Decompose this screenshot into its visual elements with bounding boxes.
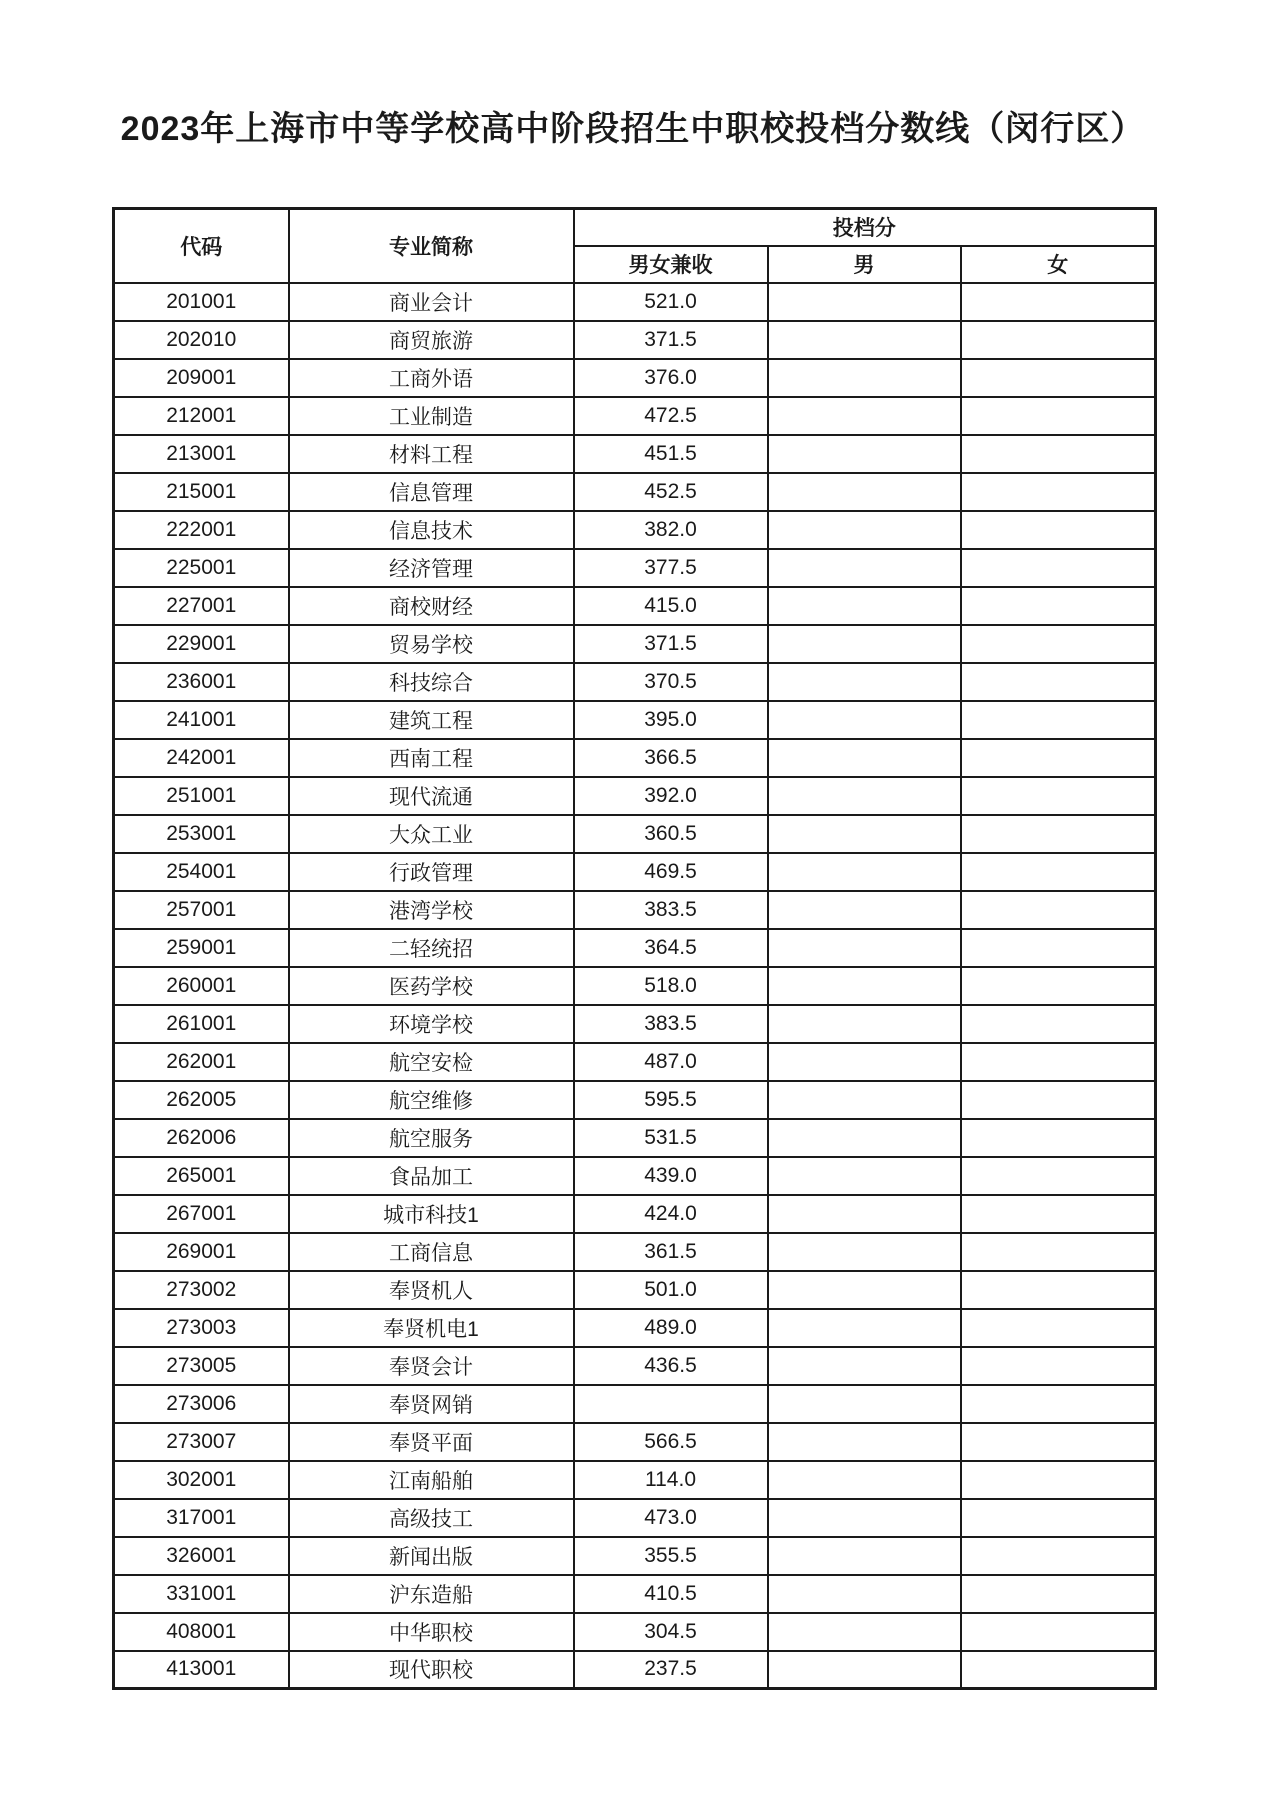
table-row (114, 1195, 1156, 1233)
cell-code: 253001 (114, 815, 289, 853)
table-row (114, 473, 1156, 511)
cell-major: 江南船舶 (289, 1461, 574, 1499)
table-row (114, 853, 1156, 891)
cell-coed: 489.0 (574, 1309, 768, 1347)
header-row-top (114, 209, 1156, 246)
cell-code: 213001 (114, 435, 289, 473)
table-row (114, 1233, 1156, 1271)
table-row (114, 1537, 1156, 1575)
cell-major: 信息技术 (289, 511, 574, 549)
cell-major: 材料工程 (289, 435, 574, 473)
cell-code: 201001 (114, 283, 289, 321)
cell-coed: 361.5 (574, 1233, 768, 1271)
cell-major: 环境学校 (289, 1005, 574, 1043)
cell-male (768, 1119, 961, 1157)
table-row (114, 321, 1156, 359)
header-female: 女 (961, 246, 1156, 283)
table-row (114, 1309, 1156, 1347)
cell-female (961, 967, 1156, 1005)
cell-coed: 472.5 (574, 397, 768, 435)
cell-coed: 410.5 (574, 1575, 768, 1613)
cell-major: 工商外语 (289, 359, 574, 397)
cell-major: 商业会计 (289, 283, 574, 321)
table-row (114, 435, 1156, 473)
cell-major: 奉贤平面 (289, 1423, 574, 1461)
cell-major: 奉贤会计 (289, 1347, 574, 1385)
cell-major: 现代流通 (289, 777, 574, 815)
cell-major: 奉贤网销 (289, 1385, 574, 1423)
cell-female (961, 1423, 1156, 1461)
cell-female (961, 1081, 1156, 1119)
cell-female (961, 1385, 1156, 1423)
cell-code: 222001 (114, 511, 289, 549)
table-row (114, 929, 1156, 967)
cell-male (768, 1537, 961, 1575)
cell-coed: 366.5 (574, 739, 768, 777)
header-male: 男 (768, 246, 961, 283)
cell-major: 信息管理 (289, 473, 574, 511)
table-row (114, 1271, 1156, 1309)
cell-major: 现代职校 (289, 1651, 574, 1689)
cell-coed (574, 1385, 768, 1423)
cell-male (768, 359, 961, 397)
cell-female (961, 473, 1156, 511)
cell-code: 317001 (114, 1499, 289, 1537)
cell-female (961, 1043, 1156, 1081)
cell-male (768, 815, 961, 853)
cell-male (768, 549, 961, 587)
table-body (114, 283, 1156, 1689)
table-row (114, 1157, 1156, 1195)
cell-coed: 360.5 (574, 815, 768, 853)
cell-major: 高级技工 (289, 1499, 574, 1537)
cell-female (961, 663, 1156, 701)
cell-code: 227001 (114, 587, 289, 625)
cell-coed: 364.5 (574, 929, 768, 967)
cell-major: 沪东造船 (289, 1575, 574, 1613)
cell-male (768, 739, 961, 777)
cell-female (961, 1233, 1156, 1271)
table-row (114, 511, 1156, 549)
cell-code: 269001 (114, 1233, 289, 1271)
cell-major: 商贸旅游 (289, 321, 574, 359)
cell-coed: 469.5 (574, 853, 768, 891)
cell-major: 工业制造 (289, 397, 574, 435)
cell-code: 273003 (114, 1309, 289, 1347)
cell-male (768, 663, 961, 701)
cell-male (768, 321, 961, 359)
cell-female (961, 1651, 1156, 1689)
cell-code: 229001 (114, 625, 289, 663)
cell-major: 医药学校 (289, 967, 574, 1005)
cell-male (768, 701, 961, 739)
cell-female (961, 1195, 1156, 1233)
cell-major: 奉贤机人 (289, 1271, 574, 1309)
score-table-container (112, 207, 1157, 1690)
cell-coed: 383.5 (574, 1005, 768, 1043)
cell-male (768, 1005, 961, 1043)
cell-male (768, 1271, 961, 1309)
cell-male (768, 967, 961, 1005)
cell-major: 航空安检 (289, 1043, 574, 1081)
cell-coed: 521.0 (574, 283, 768, 321)
cell-female (961, 815, 1156, 853)
cell-coed: 383.5 (574, 891, 768, 929)
cell-code: 413001 (114, 1651, 289, 1689)
cell-male (768, 853, 961, 891)
cell-male (768, 1233, 961, 1271)
cell-code: 215001 (114, 473, 289, 511)
cell-code: 302001 (114, 1461, 289, 1499)
cell-female (961, 1499, 1156, 1537)
cell-coed: 395.0 (574, 701, 768, 739)
table-row (114, 1081, 1156, 1119)
cell-male (768, 1157, 961, 1195)
cell-female (961, 1271, 1156, 1309)
cell-major: 科技综合 (289, 663, 574, 701)
cell-major: 工商信息 (289, 1233, 574, 1271)
table-row (114, 1043, 1156, 1081)
table-row (114, 1651, 1156, 1689)
cell-major: 经济管理 (289, 549, 574, 587)
table-row (114, 1119, 1156, 1157)
table-row (114, 663, 1156, 701)
cell-code: 262001 (114, 1043, 289, 1081)
cell-coed: 114.0 (574, 1461, 768, 1499)
cell-code: 260001 (114, 967, 289, 1005)
cell-coed: 392.0 (574, 777, 768, 815)
cell-female (961, 283, 1156, 321)
cell-female (961, 929, 1156, 967)
cell-major: 城市科技1 (289, 1195, 574, 1233)
cell-male (768, 625, 961, 663)
cell-coed: 370.5 (574, 663, 768, 701)
cell-coed: 473.0 (574, 1499, 768, 1537)
cell-code: 251001 (114, 777, 289, 815)
cell-male (768, 1461, 961, 1499)
table-row (114, 283, 1156, 321)
cell-male (768, 1385, 961, 1423)
cell-code: 273005 (114, 1347, 289, 1385)
cell-coed: 436.5 (574, 1347, 768, 1385)
cell-coed: 371.5 (574, 321, 768, 359)
table-row (114, 701, 1156, 739)
header-major: 专业简称 (289, 209, 574, 283)
table-row (114, 777, 1156, 815)
table-row (114, 397, 1156, 435)
cell-male (768, 397, 961, 435)
cell-code: 326001 (114, 1537, 289, 1575)
cell-female (961, 777, 1156, 815)
table-row (114, 587, 1156, 625)
cell-code: 273007 (114, 1423, 289, 1461)
cell-coed: 376.0 (574, 359, 768, 397)
cell-female (961, 739, 1156, 777)
cell-code: 209001 (114, 359, 289, 397)
table-row (114, 359, 1156, 397)
cell-coed: 355.5 (574, 1537, 768, 1575)
cell-code: 265001 (114, 1157, 289, 1195)
table-row (114, 1385, 1156, 1423)
cell-male (768, 283, 961, 321)
cell-male (768, 587, 961, 625)
table-row (114, 1613, 1156, 1651)
cell-female (961, 587, 1156, 625)
cell-code: 236001 (114, 663, 289, 701)
cell-major: 建筑工程 (289, 701, 574, 739)
cell-male (768, 1423, 961, 1461)
cell-coed: 304.5 (574, 1613, 768, 1651)
cell-male (768, 1613, 961, 1651)
table-row (114, 891, 1156, 929)
cell-major: 航空服务 (289, 1119, 574, 1157)
table-row (114, 1575, 1156, 1613)
table-row (114, 967, 1156, 1005)
cell-female (961, 1537, 1156, 1575)
cell-female (961, 1461, 1156, 1499)
cell-code: 225001 (114, 549, 289, 587)
cell-code: 212001 (114, 397, 289, 435)
cell-major: 西南工程 (289, 739, 574, 777)
cell-code: 262006 (114, 1119, 289, 1157)
cell-coed: 439.0 (574, 1157, 768, 1195)
cell-male (768, 435, 961, 473)
cell-code: 273002 (114, 1271, 289, 1309)
cell-coed: 451.5 (574, 435, 768, 473)
cell-code: 267001 (114, 1195, 289, 1233)
cell-coed: 487.0 (574, 1043, 768, 1081)
cell-female (961, 321, 1156, 359)
cell-male (768, 777, 961, 815)
cell-female (961, 1309, 1156, 1347)
table-row (114, 815, 1156, 853)
cell-male (768, 473, 961, 511)
cell-code: 202010 (114, 321, 289, 359)
cell-code: 261001 (114, 1005, 289, 1043)
cell-male (768, 1347, 961, 1385)
cell-coed: 382.0 (574, 511, 768, 549)
cell-female (961, 701, 1156, 739)
cell-female (961, 1119, 1156, 1157)
cell-coed: 595.5 (574, 1081, 768, 1119)
cell-female (961, 891, 1156, 929)
header-score-group: 投档分 (574, 209, 1156, 246)
table-header (114, 209, 1156, 283)
cell-code: 408001 (114, 1613, 289, 1651)
cell-coed: 377.5 (574, 549, 768, 587)
cell-female (961, 1005, 1156, 1043)
cell-male (768, 1195, 961, 1233)
table-row (114, 625, 1156, 663)
table-row (114, 1423, 1156, 1461)
cell-male (768, 1651, 961, 1689)
cell-male (768, 1575, 961, 1613)
cell-female (961, 359, 1156, 397)
table-row (114, 1347, 1156, 1385)
cell-female (961, 1613, 1156, 1651)
cell-female (961, 435, 1156, 473)
cell-male (768, 929, 961, 967)
cell-coed: 424.0 (574, 1195, 768, 1233)
cell-coed: 501.0 (574, 1271, 768, 1309)
score-table (112, 207, 1157, 1690)
table-row (114, 549, 1156, 587)
cell-code: 259001 (114, 929, 289, 967)
cell-code: 254001 (114, 853, 289, 891)
cell-female (961, 1157, 1156, 1195)
cell-code: 262005 (114, 1081, 289, 1119)
cell-major: 行政管理 (289, 853, 574, 891)
cell-female (961, 511, 1156, 549)
cell-male (768, 511, 961, 549)
cell-coed: 518.0 (574, 967, 768, 1005)
cell-female (961, 625, 1156, 663)
cell-female (961, 1575, 1156, 1613)
table-row (114, 739, 1156, 777)
cell-code: 257001 (114, 891, 289, 929)
cell-coed: 452.5 (574, 473, 768, 511)
document-title: 2023年上海市中等学校高中阶段招生中职校投档分数线（闵行区） (120, 110, 1146, 148)
cell-code: 242001 (114, 739, 289, 777)
cell-major: 大众工业 (289, 815, 574, 853)
header-code: 代码 (114, 209, 289, 283)
cell-code: 331001 (114, 1575, 289, 1613)
cell-female (961, 1347, 1156, 1385)
cell-coed: 237.5 (574, 1651, 768, 1689)
cell-major: 二轻统招 (289, 929, 574, 967)
cell-code: 241001 (114, 701, 289, 739)
cell-major: 贸易学校 (289, 625, 574, 663)
cell-coed: 415.0 (574, 587, 768, 625)
cell-major: 奉贤机电1 (289, 1309, 574, 1347)
cell-major: 航空维修 (289, 1081, 574, 1119)
cell-major: 港湾学校 (289, 891, 574, 929)
table-row (114, 1461, 1156, 1499)
cell-major: 商校财经 (289, 587, 574, 625)
cell-male (768, 1499, 961, 1537)
table-row (114, 1499, 1156, 1537)
cell-female (961, 397, 1156, 435)
cell-coed: 566.5 (574, 1423, 768, 1461)
cell-female (961, 853, 1156, 891)
table-row (114, 1005, 1156, 1043)
cell-major: 食品加工 (289, 1157, 574, 1195)
cell-code: 273006 (114, 1385, 289, 1423)
cell-male (768, 891, 961, 929)
cell-female (961, 549, 1156, 587)
cell-major: 中华职校 (289, 1613, 574, 1651)
header-coed: 男女兼收 (574, 246, 768, 283)
cell-coed: 531.5 (574, 1119, 768, 1157)
cell-male (768, 1309, 961, 1347)
cell-male (768, 1081, 961, 1119)
cell-major: 新闻出版 (289, 1537, 574, 1575)
cell-coed: 371.5 (574, 625, 768, 663)
cell-male (768, 1043, 961, 1081)
